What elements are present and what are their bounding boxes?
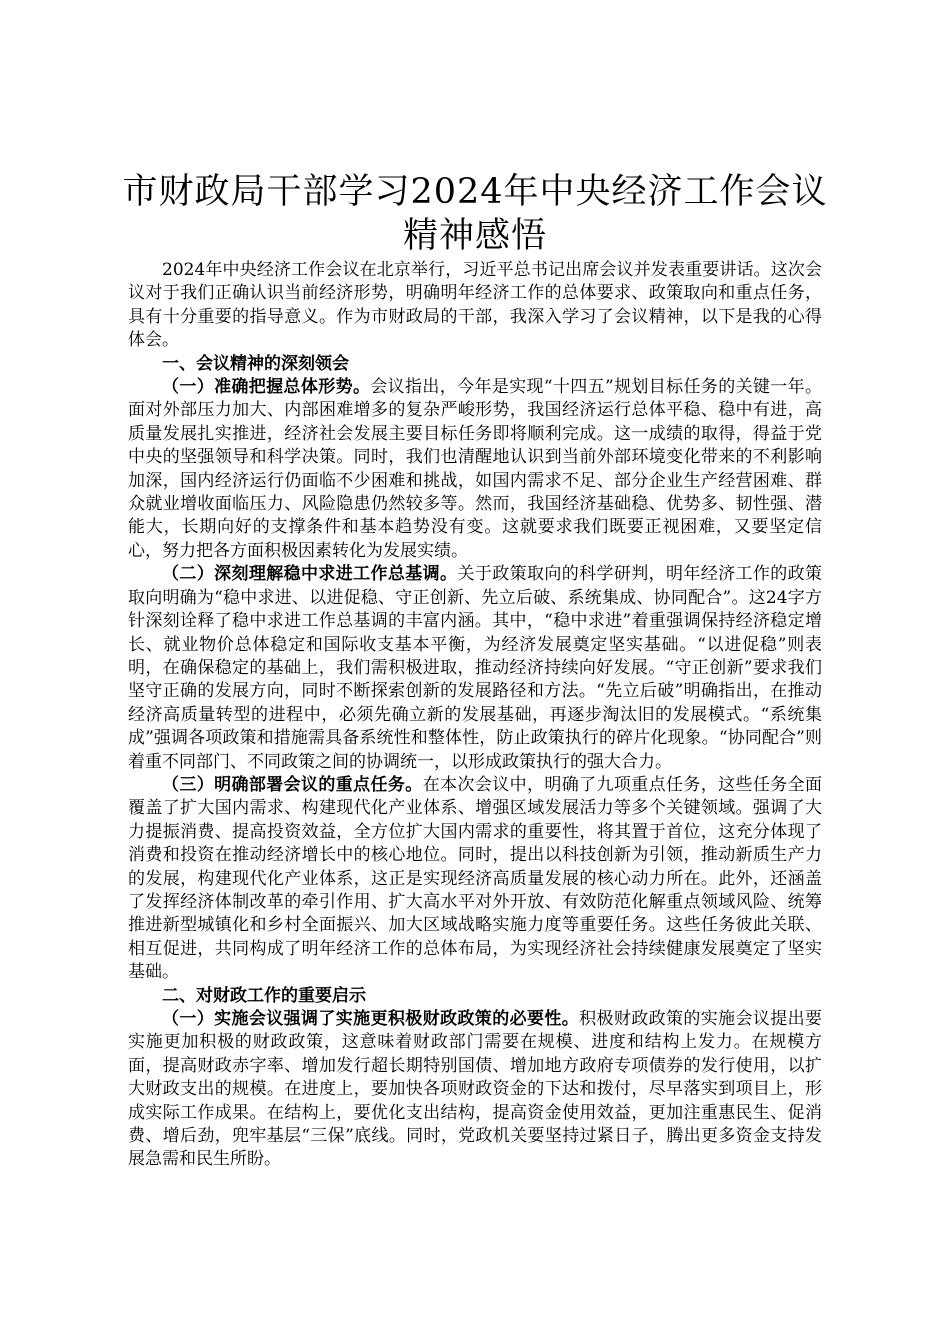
paragraph-key-tasks bbox=[128, 774, 822, 985]
document-body bbox=[128, 259, 822, 1172]
document-title: 市财政局干部学习2024年中央经济工作会议精神感悟 bbox=[122, 172, 828, 256]
paragraph-overall-situation bbox=[128, 376, 822, 563]
paragraph-general-tone bbox=[128, 563, 822, 774]
paragraph-text: 在本次会议中，明确了九项重点任务，这些任务全面覆盖了扩大国内需求、构建现代化产业体系、增强区域发展活力等多个关键领域。强调了大力提振消费、提高投资效益，全方位扩大国内需求的重要性，将其置于首位，这充分体现了消费和投资在推动经济增长中的核心地位。同时，提出以科技创新为引领，推动新质生产力的发展，构建现代化产业体系，这正是实现经济高质量发展的核心动力所在。此外，还涵盖了发挥经济体制改革的牵引作用、扩大高水平对外开放、有效防范化解重点领域风险、统筹推进新型城镇化和乡村全面振兴、加大区域战略实施力度等重要任务。这些任务彼此关联、相互促进，共同构成了明年经济工作的总体布局，为实现经济社会持续健康发展奠定了坚实基础。 bbox=[128, 774, 823, 983]
paragraph-lead: （一）实施会议强调了实施更积极财政政策的必要性。 bbox=[162, 1009, 580, 1029]
paragraph-lead: （二）深刻理解稳中求进工作总基调。 bbox=[162, 564, 458, 585]
section-heading-1: 一、会议精神的深刻领会 bbox=[162, 353, 349, 374]
paragraph-lead: （三）明确部署会议的重点任务。 bbox=[162, 774, 423, 795]
paragraph-text: 会议指出，今年是实现“十四五”规划目标任务的关键一年。面对外部压力加大、内部困难增多的复杂严峻形势，我国经济运行总体平稳、稳中有进，高质量发展扎实推进，经济社会发展主要目标任务即将顺利完成。这一成绩的取得，得益于党中央的坚强领导和科学决策。同时，我们也清醒地认识到当前外部环境变化带来的不利影响加深，国内经济运行仍面临不少困难和挑战，如国内需求不足、部分企业生产经营困难、群众就业增收面临压力、风险隐患仍然较多等。然而，我国经济基础稳、优势多、韧性强、潜能大，长期向好的支撑条件和基本趋势没有变。这就要求我们既要正视困难，又要坚定信心，努力把各方面积极因素转化为发展实绩。 bbox=[128, 377, 823, 561]
paragraph-text: 积极财政政策的实施会议提出要实施更加积极的财政政策，这意味着财政部门需要在规模、进度和结构上发力。在规模方面，提高财政赤字率、增加发行超长期特别国债、增加地方政府专项债券的发行使用，以扩大财政支出的规模。在进度上，要加快各项财政资金的下达和拨付，尽早落实到项目上，形成实际工作成果。在结构上，要优化支出结构，提高资金使用效益，更加注重惠民生、促消费、增后劲，兜牢基层“三保”底线。同时，党政机关要坚持过紧日子，腾出更多资金支持发展急需和民生所盼。 bbox=[128, 1009, 823, 1170]
paragraph-fiscal-policy bbox=[128, 1008, 822, 1172]
paragraph-lead: （一）准确把握总体形势。 bbox=[162, 377, 371, 398]
section-heading-2: 二、对财政工作的重要启示 bbox=[162, 985, 366, 1006]
paragraph-text: 关于政策取向的科学研判，明年经济工作的政策取向明确为“稳中求进、以进促稳、守正创新、先立后破、系统集成、协同配合”。这24字方针深刻诠释了稳中求进工作总基调的丰富内涵。其中，“稳中求进”着重强调保持经济稳定增长、就业物价总体稳定和国际收支基本平衡，为经济发展奠定坚实基础。“以进促稳”则表明，在确保稳定的基础上，我们需积极进取，推动经济持续向好发展。“守正创新”要求我们坚守正确的发展方向，同时不断探索创新的发展路径和方法。“先立后破”明确指出，在推动经济高质量转型的进程中，必须先确立新的发展基础，再逐步淘汰旧的发展模式。“系统集成”强调各项政策和措施需具备系统性和整体性，防止政策执行的碎片化现象。“协同配合”则着重不同部门、不同政策之间的协调统一，以形成政策执行的强大合力。 bbox=[128, 564, 823, 772]
intro-paragraph: 2024年中央经济工作会议在北京举行，习近平总书记出席会议并发表重要讲话。这次会议对于我们正确认识当前经济形势，明确明年经济工作的总体要求、政策取向和重点任务，具有十分重要的指导意义。作为市财政局的干部，我深入学习了会议精神，以下是我的心得体会。 bbox=[128, 260, 822, 351]
